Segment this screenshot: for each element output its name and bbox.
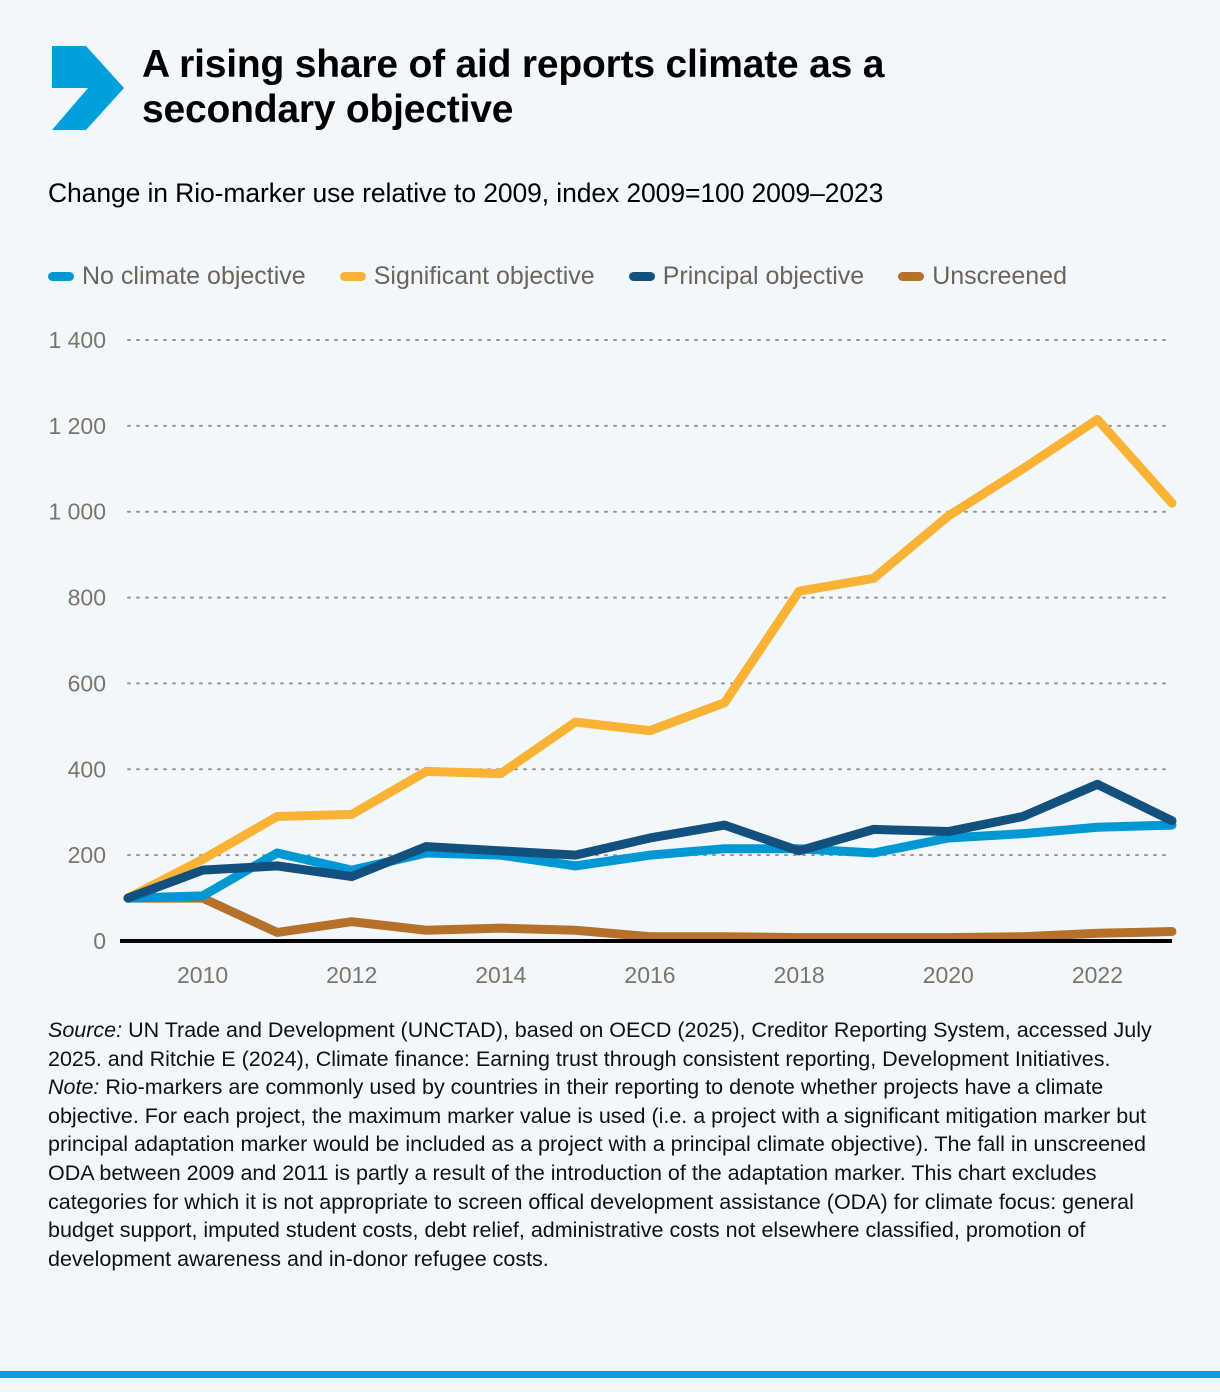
chart-canvas bbox=[0, 318, 1220, 990]
legend-swatch-icon bbox=[48, 272, 74, 281]
x-axis-tick-label: 2018 bbox=[773, 962, 825, 988]
page-title: A rising share of aid reports climate as a secondary objective bbox=[142, 43, 885, 132]
note-note bbox=[48, 1073, 1170, 1273]
chart-subtitle: Change in Rio-marker use relative to 2009, index 2009=100 2009–2023 bbox=[48, 178, 884, 208]
x-axis-tick-label: 2016 bbox=[624, 962, 676, 988]
y-axis-tick-label: 200 bbox=[67, 842, 106, 869]
line-chart bbox=[0, 318, 1220, 990]
x-axis-labels bbox=[177, 962, 1123, 988]
y-axis-tick-label: 800 bbox=[67, 584, 106, 611]
legend-label: Unscreened bbox=[932, 262, 1067, 290]
title-row bbox=[0, 0, 1220, 132]
bottom-accent-rule bbox=[0, 1371, 1220, 1378]
header bbox=[0, 0, 1220, 208]
y-axis-tick-label: 400 bbox=[67, 756, 106, 783]
footnotes bbox=[48, 1016, 1170, 1273]
source-label: Source: bbox=[48, 1018, 123, 1042]
x-axis-tick-label: 2014 bbox=[475, 962, 527, 988]
source-text: UN Trade and Development (UNCTAD), based on OECD (2025), Creditor Reporting System, accessed July 2025. and Ritchie E (2024), Climate finance: Earning trust through consistent reporting, Development Initiatives. bbox=[48, 1018, 1152, 1071]
source-note bbox=[48, 1016, 1170, 1073]
legend-item-significant-objective[interactable] bbox=[340, 262, 595, 291]
y-axis-tick-label: 0 bbox=[93, 928, 106, 954]
x-axis-tick-label: 2010 bbox=[176, 962, 229, 988]
y-axis-tick-label: 1 000 bbox=[48, 498, 106, 525]
y-axis-labels bbox=[48, 327, 106, 954]
legend-item-no-climate-objective[interactable] bbox=[48, 262, 306, 291]
grid-lines bbox=[128, 340, 1172, 855]
legend-label: No climate objective bbox=[82, 262, 306, 290]
y-axis-tick-label: 1 200 bbox=[48, 412, 106, 439]
series-line bbox=[128, 419, 1172, 898]
legend-item-principal-objective[interactable] bbox=[629, 262, 865, 291]
legend-swatch-icon bbox=[629, 272, 655, 281]
data-series bbox=[128, 419, 1172, 937]
x-axis-tick-label: 2020 bbox=[922, 962, 974, 988]
legend-swatch-icon bbox=[898, 272, 924, 281]
note-text: Rio-markers are commonly used by countries in their reporting to denote whether projects have a climate objective. For each project, the maximum marker value is used (i.e. a project with a significant mitigation marker but principal adaptation marker would be included as a project with a principal climate objective). The fall in unscreened ODA between 2009 and 2011 is partly a result of the introduction of the adaptation marker. This chart excludes categories for which it is not appropriate to screen offical development assistance (ODA) for climate focus: general budget support, imputed student costs, debt relief, administrative costs not elsewhere classified, promotion of development awareness and in-donor refugee costs. bbox=[48, 1075, 1147, 1271]
note-label: Note: bbox=[48, 1075, 100, 1100]
y-axis-tick-label: 600 bbox=[67, 670, 106, 697]
legend-label: Principal objective bbox=[662, 262, 865, 290]
x-axis-tick-label: 2012 bbox=[326, 962, 378, 988]
legend-item-unscreened[interactable] bbox=[898, 262, 1067, 291]
chevron-right-icon bbox=[48, 44, 126, 132]
y-axis-tick-label: 1 400 bbox=[48, 327, 106, 353]
chart-legend bbox=[48, 262, 1101, 291]
series-line bbox=[128, 898, 1172, 937]
legend-label: Significant objective bbox=[373, 262, 595, 290]
x-axis-tick-label: 2022 bbox=[1071, 962, 1124, 988]
series-line bbox=[128, 784, 1172, 898]
legend-swatch-icon bbox=[340, 272, 366, 281]
